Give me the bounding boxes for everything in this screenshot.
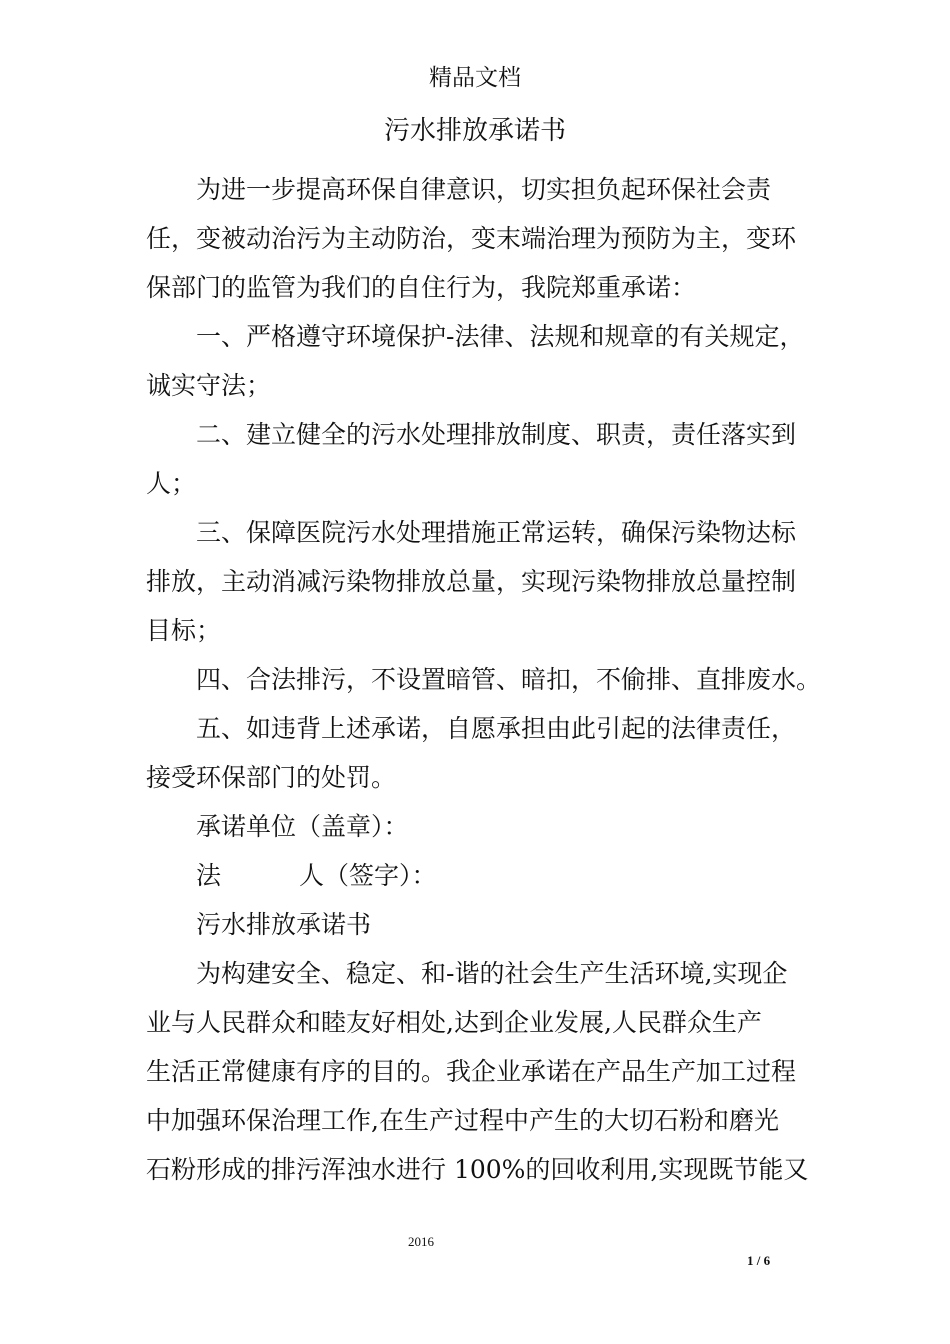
paragraph-line: 生活正常健康有序的目的。我企业承诺在产品生产加工过程 xyxy=(146,1057,797,1086)
footer-year: 2016 xyxy=(408,1234,434,1249)
page-number: 1 / 6 xyxy=(747,1253,771,1268)
paragraph-line: 业与人民群众和睦友好相处,达到企业发展,人民群众生产 xyxy=(146,1008,762,1037)
signature-suffix: 人（签字）： xyxy=(299,861,437,890)
page-header: 精品文档 xyxy=(429,65,521,91)
paragraph-line: 四、合法排污，不设置暗管、暗扣，不偷排、直排废水。 xyxy=(196,665,822,694)
second-title-line: 污水排放承诺书 xyxy=(196,910,372,939)
paragraph-line: 中加强环保治理工作,在生产过程中产生的大切石粉和磨光 xyxy=(146,1106,779,1135)
document-title: 污水排放承诺书 xyxy=(383,116,566,146)
signature-prefix: 法 xyxy=(196,861,222,890)
paragraph-line: 五、如违背上述承诺，自愿承担由此引起的法律责任， xyxy=(196,714,797,743)
paragraph-line: 人； xyxy=(146,469,197,498)
paragraph-line: 目标； xyxy=(146,616,222,645)
paragraph-line: 任，变被动治污为主动防治，变末端治理为预防为主，变环 xyxy=(146,224,797,253)
paragraph-line: 接受环保部门的处罚。 xyxy=(146,763,397,792)
paragraph-line: 保部门的监管为我们的自住行为，我院郑重承诺： xyxy=(146,273,697,302)
paragraph-line: 一、严格遵守环境保护-法律、法规和规章的有关规定， xyxy=(196,322,805,351)
paragraph-line: 诚实守法； xyxy=(146,371,272,400)
paragraph-line: 二、建立健全的污水处理排放制度、职责，责任落实到 xyxy=(196,420,797,449)
commitment-unit-line: 承诺单位（盖章）： xyxy=(196,812,409,841)
document-body xyxy=(146,165,836,1194)
paragraph-line: 三、保障医院污水处理措施正常运转，确保污染物达标 xyxy=(196,518,797,547)
paragraph-line: 石粉形成的排污浑浊水进行 100%的回收利用,实现既节能又 xyxy=(146,1155,809,1184)
paragraph-line: 为进一步提高环保自律意识，切实担负起环保社会责 xyxy=(196,175,772,204)
paragraph-line: 为构建安全、稳定、和-谐的社会生产生活环境,实现企 xyxy=(196,959,788,988)
paragraph-line: 排放，主动消减污染物排放总量，实现污染物排放总量控制 xyxy=(146,567,797,596)
legal-person-signature-line xyxy=(146,851,836,900)
